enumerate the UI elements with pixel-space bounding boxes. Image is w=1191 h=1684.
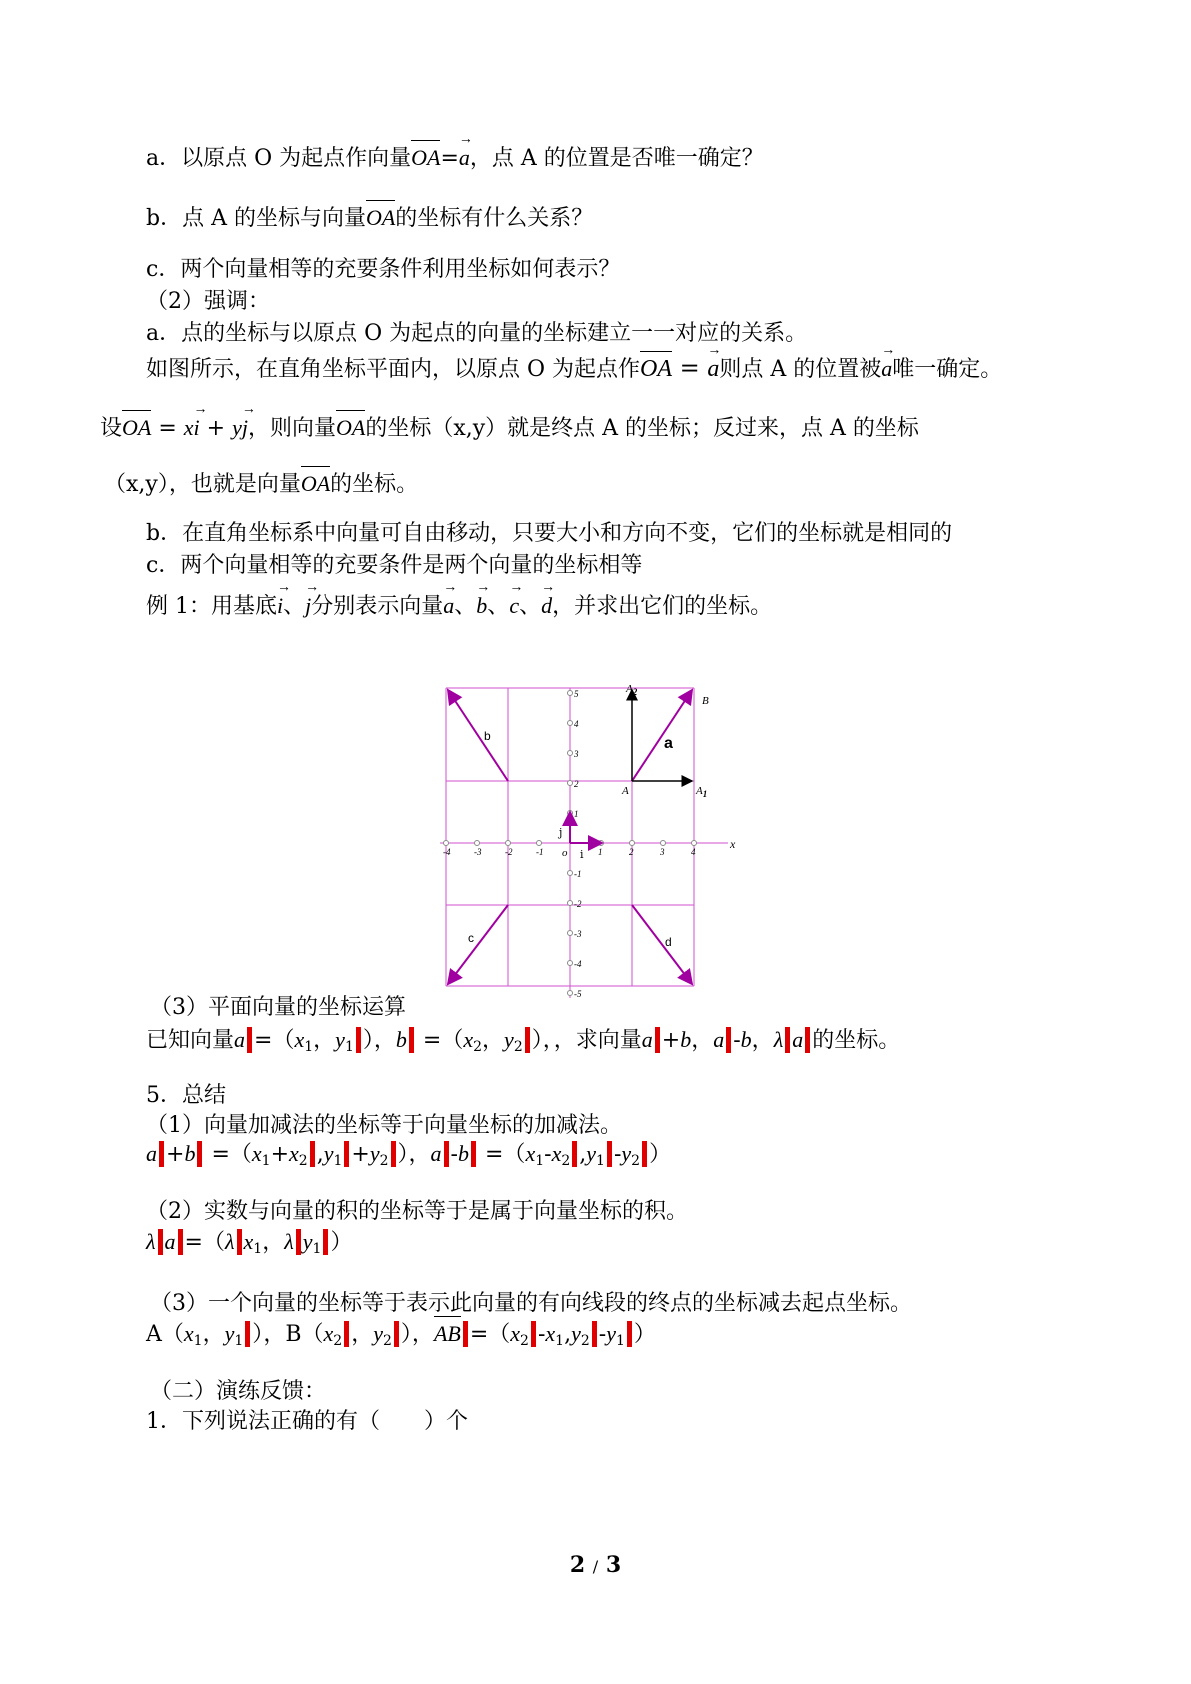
emphasis-b: b．在直角坐标系中向量可自由移动，只要大小和方向不变，它们的坐标就是相同的 <box>146 521 953 546</box>
summary-2-formula: λ a =（λ $x_1$，λ $y_1$ ） <box>146 1229 353 1257</box>
summary-3: （3）一个向量的坐标等于表示此向量的有向线段的终点的坐标减去起点坐标。 <box>150 1291 912 1316</box>
vector-a: → a <box>707 343 722 382</box>
y-tick-mark <box>568 991 573 996</box>
vector-oa: OA <box>366 204 395 232</box>
coordinate-grid-figure <box>440 683 760 999</box>
vector-oa: OA <box>122 414 151 442</box>
x-tick-label: -2 <box>505 847 513 857</box>
vector-d: → d <box>541 580 556 618</box>
vector-oa: OA <box>336 414 365 442</box>
emphasis-c: c．两个向量相等的充要条件是两个向量的坐标相等 <box>146 553 643 578</box>
y-tick-mark <box>568 751 573 756</box>
vector-i: → i <box>193 402 208 440</box>
xy-line: （x,y），也就是向量 OA的坐标。 <box>104 470 418 499</box>
y-tick-label: -3 <box>574 929 582 939</box>
figure-intro: 如图所示，在直角坐标平面内，以原点 O 为起点作 OA = → a则点 A 的位置被 → a唯一确定。 <box>146 343 1003 382</box>
x-tick-label: -3 <box>474 847 482 857</box>
x-tick-label: 2 <box>629 847 634 857</box>
page-number: 2 / 3 <box>569 1552 622 1578</box>
y-tick-label: -2 <box>574 899 582 909</box>
section-3-heading: （3）平面向量的坐标运算 <box>150 995 406 1020</box>
vector-a-arrow <box>632 690 692 781</box>
y-tick-mark <box>568 691 573 696</box>
x-tick-label: -4 <box>443 847 451 857</box>
y-tick-label: 3 <box>574 749 579 759</box>
vector-d-label: d <box>665 935 672 949</box>
y-tick-mark <box>568 901 573 906</box>
x-tick-label: -1 <box>536 847 544 857</box>
point-a-label: A <box>622 785 629 797</box>
y-tick-mark <box>568 781 573 786</box>
summary-1-formula: $a +b =(x_1+x_2$ $,y_1 +y_2$ ），a $-b =(x_1-x_2$ $,y_1$ $-y_2$ ） <box>146 1141 672 1169</box>
question-a: a．以原点 O 为起点作向量 OA= → a，点 A 的位置是否唯一确定？ <box>146 132 764 171</box>
y-tick-label: 2 <box>574 779 579 789</box>
question-c: c．两个向量相等的充要条件利用坐标如何表示？ <box>146 257 621 282</box>
vector-c-arrow <box>448 905 508 984</box>
vector-oa: OA <box>640 355 672 383</box>
example-1: 例 1：用基底 → i、 → j分别表示向量 → a、 → b、 → c、 → d，并求出它们的坐标。 <box>146 580 773 619</box>
x-tick-label: 4 <box>691 847 696 857</box>
vector-a: → a <box>458 132 473 170</box>
vector-b-label: b <box>484 729 491 743</box>
point-a2-label: $A_2$ <box>626 683 638 697</box>
point-b-label: B <box>702 695 709 707</box>
y-tick-label: -1 <box>574 869 582 879</box>
vector-oa: OA <box>301 470 330 498</box>
vector-j: → j <box>305 580 320 618</box>
vector-i: → i <box>277 580 291 618</box>
question-b: b．点 A 的坐标与向量 OA的坐标有什么关系？ <box>146 204 593 233</box>
origin-label: o <box>562 847 568 859</box>
y-tick-label: -4 <box>574 959 582 969</box>
y-tick-mark <box>568 871 573 876</box>
x-tick-mark <box>692 841 697 846</box>
x-tick-mark <box>661 841 666 846</box>
vector-oa: OA <box>411 144 440 172</box>
x-tick-mark <box>537 841 542 846</box>
vector-c: → c <box>509 580 524 618</box>
vector-b: → b <box>476 580 491 618</box>
emphasis-heading: （2）强调： <box>146 289 270 314</box>
vector-d-arrow <box>632 905 692 984</box>
x-tick-label: 3 <box>660 847 665 857</box>
point-a1-label: $A_1$ <box>696 785 708 799</box>
unit-j-label: j <box>559 826 563 839</box>
vector-a: → a <box>443 580 458 618</box>
y-tick-label: 5 <box>574 689 579 699</box>
x-axis-label: x <box>730 837 736 851</box>
x-tick-label: 1 <box>598 847 603 857</box>
x-tick-mark <box>444 841 449 846</box>
y-tick-label: -5 <box>574 989 582 999</box>
vector-c-label: c <box>468 931 474 945</box>
vector-ab: AB <box>434 1320 461 1348</box>
y-tick-label: 4 <box>574 719 579 729</box>
summary-heading: 5．总结 <box>146 1083 226 1108</box>
y-tick-mark <box>568 931 573 936</box>
y-tick-mark <box>568 961 573 966</box>
x-tick-mark <box>475 841 480 846</box>
x-tick-mark <box>506 841 511 846</box>
emphasis-a: a．点的坐标与以原点 O 为起点的向量的坐标建立一一对应的关系。 <box>146 321 808 346</box>
summary-2: （2）实数与向量的积的坐标等于是属于向量坐标的积。 <box>146 1199 688 1224</box>
set-line: 设 OA = x → i + y → j，则向量 OA的坐标（x,y）就是终点 A 的坐标；反过来，点 A 的坐标 <box>100 402 919 441</box>
question-1: 1．下列说法正确的有（ ）个 <box>146 1409 468 1434</box>
vector-a: → a <box>881 343 896 381</box>
y-tick-mark <box>568 721 573 726</box>
unit-i-label: i <box>580 848 584 861</box>
practice-heading: （二）演练反馈： <box>150 1379 327 1404</box>
y-tick-label: 1 <box>574 809 579 819</box>
x-tick-mark <box>630 841 635 846</box>
known-vectors-line: 已知向量$a =(x_1$，$y_1$ ），$b =(x_2$，$y_2$ ），，求向量a +b，a -b，λ a 的坐标。 <box>146 1027 901 1055</box>
vector-j: → j <box>241 402 256 440</box>
vector-a-label: a <box>664 735 673 752</box>
summary-1: （1）向量加减法的坐标等于向量坐标的加减法。 <box>146 1113 622 1138</box>
summary-3-formula: $A(x_1$，$y_1$ ），$B(x_2$ ，$y_2$ ）， AB $=(x_2$ $-x_1,y_2$ $-y_1$ ） <box>146 1320 656 1355</box>
vector-b-arrow <box>448 690 508 781</box>
